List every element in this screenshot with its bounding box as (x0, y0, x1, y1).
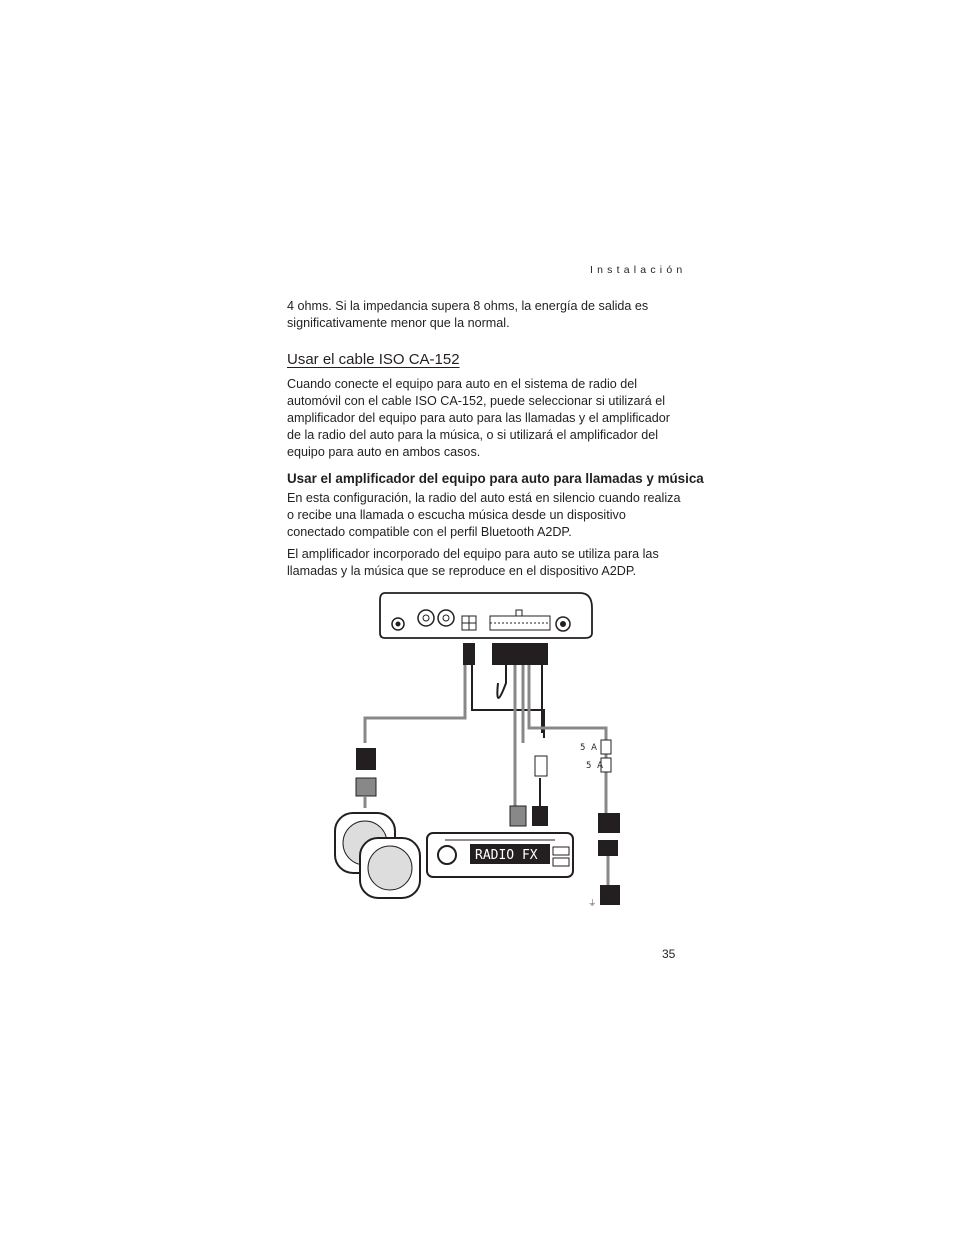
page-number: 35 (662, 947, 676, 961)
power-plug-lower (600, 885, 620, 905)
speaker-plug-upper (356, 748, 376, 770)
speaker-plug-lower (356, 778, 376, 796)
radio-display-text: RADIO FX (475, 848, 538, 863)
iso-connector (492, 643, 548, 665)
section-body: Cuando conecte el equipo para auto en el sistema de radio del automóvil con el cable ISO CA-152, puede seleccionar si utilizará el amplificador del equipo para auto para las llamadas y el amplificador de la radio del auto para la música, o si utilizará el amplificador del equipo para auto en ambos casos. (287, 377, 670, 459)
cable-harness (365, 665, 606, 813)
subsection-paragraph-2: El amplificador incorporado del equipo para auto se utiliza para las llamadas y la música que se reproduce en el dispositivo A2DP. (287, 547, 659, 578)
intro-paragraph: 4 ohms. Si la impedancia supera 8 ohms, la energía de salida es significativamente menor que la normal. (287, 299, 649, 330)
subsection-title: Usar el amplificador del equipo para auto para llamadas y música (287, 471, 704, 486)
power-plug-middle (598, 840, 618, 856)
ground-icon: ⏚ (588, 899, 599, 909)
running-header: Instalación (590, 264, 687, 276)
wiring-diagram (330, 588, 630, 913)
section-title: Usar el cable ISO CA-152 (287, 351, 460, 368)
car-kit-unit (380, 593, 592, 638)
fuse-label-1: 5 A (580, 743, 599, 753)
speaker-icon (360, 838, 420, 898)
small-connector (463, 643, 475, 665)
radio-plug-black (532, 806, 548, 826)
subsection-paragraph-1: En esta configuración, la radio del auto está en silencio cuando realiza o recibe una llamada o escucha música desde un dispositivo conectado compatible con el perfil Bluetooth A2DP. (287, 491, 681, 539)
power-plug-upper (598, 813, 620, 833)
rca-connector (535, 756, 547, 776)
fuse-label-2: 5 A (586, 761, 605, 771)
radio-plug-grey (510, 806, 526, 826)
